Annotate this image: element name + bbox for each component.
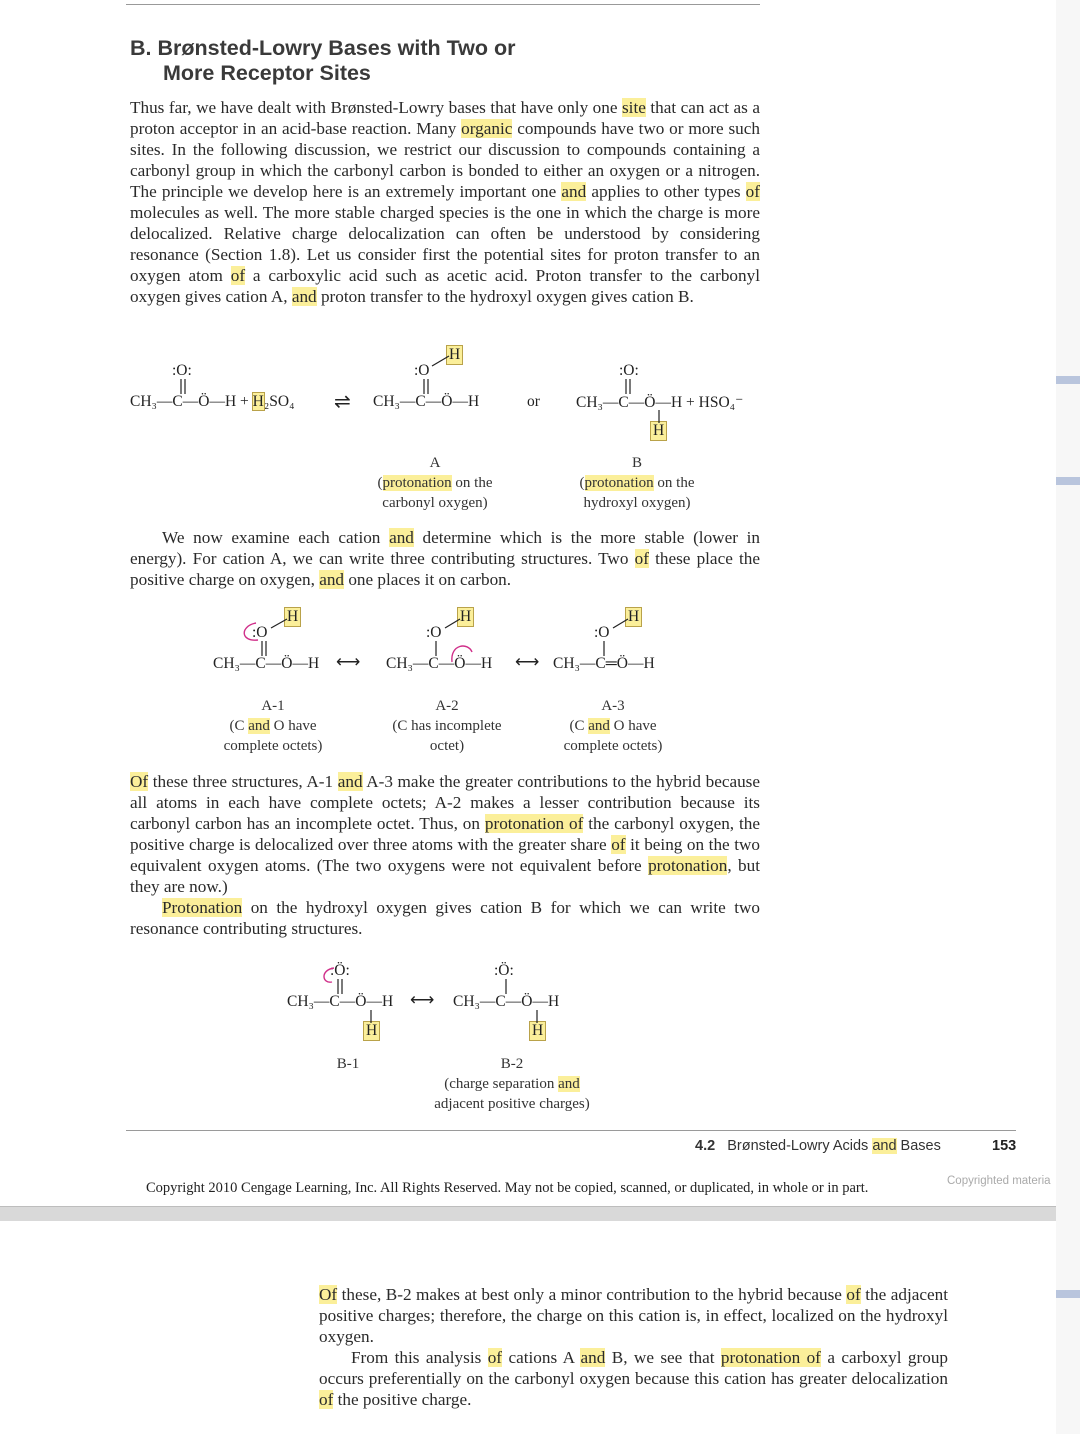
carbonyl-oxygen: :O: [172, 362, 192, 379]
paragraph-intro: Thus far, we have dealt with Brønsted-Lowry bases that have only one site that can act as a proton acceptor in an acid-base reaction. Many organic compounds have two or more such sites. In the following discussion, we restrict our discussion to compounds containing a carbonyl group in which the carbonyl carbon is bonded to either an oxygen or a nitrogen. The principle we develop here is an extremely important one and applies to other types of molecules as well. The more stable charged species is the one in which the charge is more delocalized. Relative charge delocalization can often be understood by considering resonance (Section 1.8). Let us consider first the potential sites for proton transfer to an oxygen atom of a carboxylic acid such as acetic acid. Proton transfer to the carbonyl oxygen gives cation A, and proton transfer to the hydroxyl oxygen gives cation B. [130, 98, 760, 306]
label-cation-b: B (protonation on the hydroxyl oxygen) [579, 455, 695, 511]
a3-formula: CH₃—C═Ö—H [553, 655, 655, 672]
b1-proton: H [366, 1022, 378, 1039]
scroll-marker[interactable] [1056, 376, 1080, 384]
label-a3: A-3 (C and O have complete octets) [563, 698, 663, 754]
added-proton: H [449, 346, 461, 363]
running-head: 4.2 Brønsted-Lowry Acids and Bases [695, 1138, 941, 1154]
resonance-arrow: ⟷ [515, 652, 540, 671]
a3-proton: H [628, 608, 640, 625]
cation-b-formula: CH₃—C—Ö—H + HSO₄⁻ [576, 394, 744, 411]
page-number: 153 [992, 1138, 1017, 1154]
label-a2: A-2 (C has incomplete octet) [392, 698, 502, 754]
or-text: or [527, 393, 540, 410]
a2-formula: CH₃—C—Ö—H [386, 655, 493, 672]
b1-oxygen: :Ö: [330, 962, 350, 979]
paragraph-conclusion: Of these, B-2 makes at best only a minor contribution to the hybrid because of the adjacent positive charges; therefore, the charge on this cation is, in effect, localized on the hydroxyl oxygen. From this analysis of cations A and B, we see that protonation of a carboxyl group occurs preferentially on the carbonyl oxygen because this cation has greater delocalization of the positive charge. [319, 1285, 949, 1409]
resonance-arrow: ⟷ [410, 990, 435, 1009]
footer-divider [126, 1130, 1016, 1131]
a2-proton: H [460, 608, 472, 625]
section-heading: B. Brønsted-Lowry Bases with Two or More Receptor Sites [130, 36, 516, 85]
label-b2: B-2 (charge separation and adjacent positive charges) [434, 1056, 590, 1112]
a3-oxygen: :O [594, 624, 610, 641]
paragraph-cation-a: We now examine each cation and determine which is the more stable (lower in energy). For cation A, we can write three contributing structures. Two of these place the positive charge on oxygen, and one places it on carbon. [130, 528, 760, 589]
cation-b-oxygen: :O: [619, 362, 639, 379]
added-proton: H [653, 422, 665, 439]
label-cation-a: A (protonation on the carbonyl oxygen) [377, 455, 493, 511]
label-a1: A-1 (C and O have complete octets) [223, 698, 323, 754]
b2-formula: CH₃—C—Ö—H [453, 993, 560, 1010]
paragraph-contributions: Of these three structures, A-1 and A-3 make the greater contributions to the hybrid because all atoms in each have complete octets; A-2 makes a lesser contribution because its carbonyl carbon has an incomplete octet. Thus, on protonation of the carbonyl oxygen, the positive charge is delocalized over three atoms with the greater share of it being on the two equivalent oxygen atoms. (The two oxygens were not equivalent before protonation, but they are now.) Protonation on the hydroxyl oxygen gives cation B for which we can write two resonance contributing structures. [130, 772, 761, 938]
acetic-acid-formula: CH₃—C—Ö—H + H₂SO₄ [130, 393, 295, 410]
a1-formula: CH₃—C—Ö—H [213, 655, 320, 672]
page-separator [0, 1206, 1056, 1222]
electron-push-arrow [324, 968, 334, 982]
a2-oxygen: :O [426, 624, 442, 641]
b1-formula: CH₃—C—Ö—H [287, 993, 394, 1010]
page-154 [0, 1221, 1056, 1434]
cation-a-oxygen: :O [414, 362, 430, 379]
b2-oxygen: :Ö: [494, 962, 514, 979]
scroll-marker[interactable] [1056, 477, 1080, 485]
a1-oxygen: :O [252, 624, 268, 641]
a1-proton: H [287, 608, 299, 625]
scrollbar-track[interactable] [1056, 0, 1080, 1434]
resonance-arrow: ⟷ [336, 652, 361, 671]
equilibrium-arrow: ⇌ [334, 391, 351, 413]
cation-a-formula: CH₃—C—Ö—H [373, 393, 480, 410]
label-b1: B-1 [336, 1056, 360, 1072]
copyright-notice: Copyright 2010 Cengage Learning, Inc. All Rights Reserved. May not be copied, scanned, or duplicated, in whole or in part. [146, 1180, 869, 1196]
b2-proton: H [532, 1022, 544, 1039]
copyrighted-material-watermark: Copyrighted materia [947, 1175, 1051, 1187]
scroll-marker[interactable] [1056, 1290, 1080, 1298]
